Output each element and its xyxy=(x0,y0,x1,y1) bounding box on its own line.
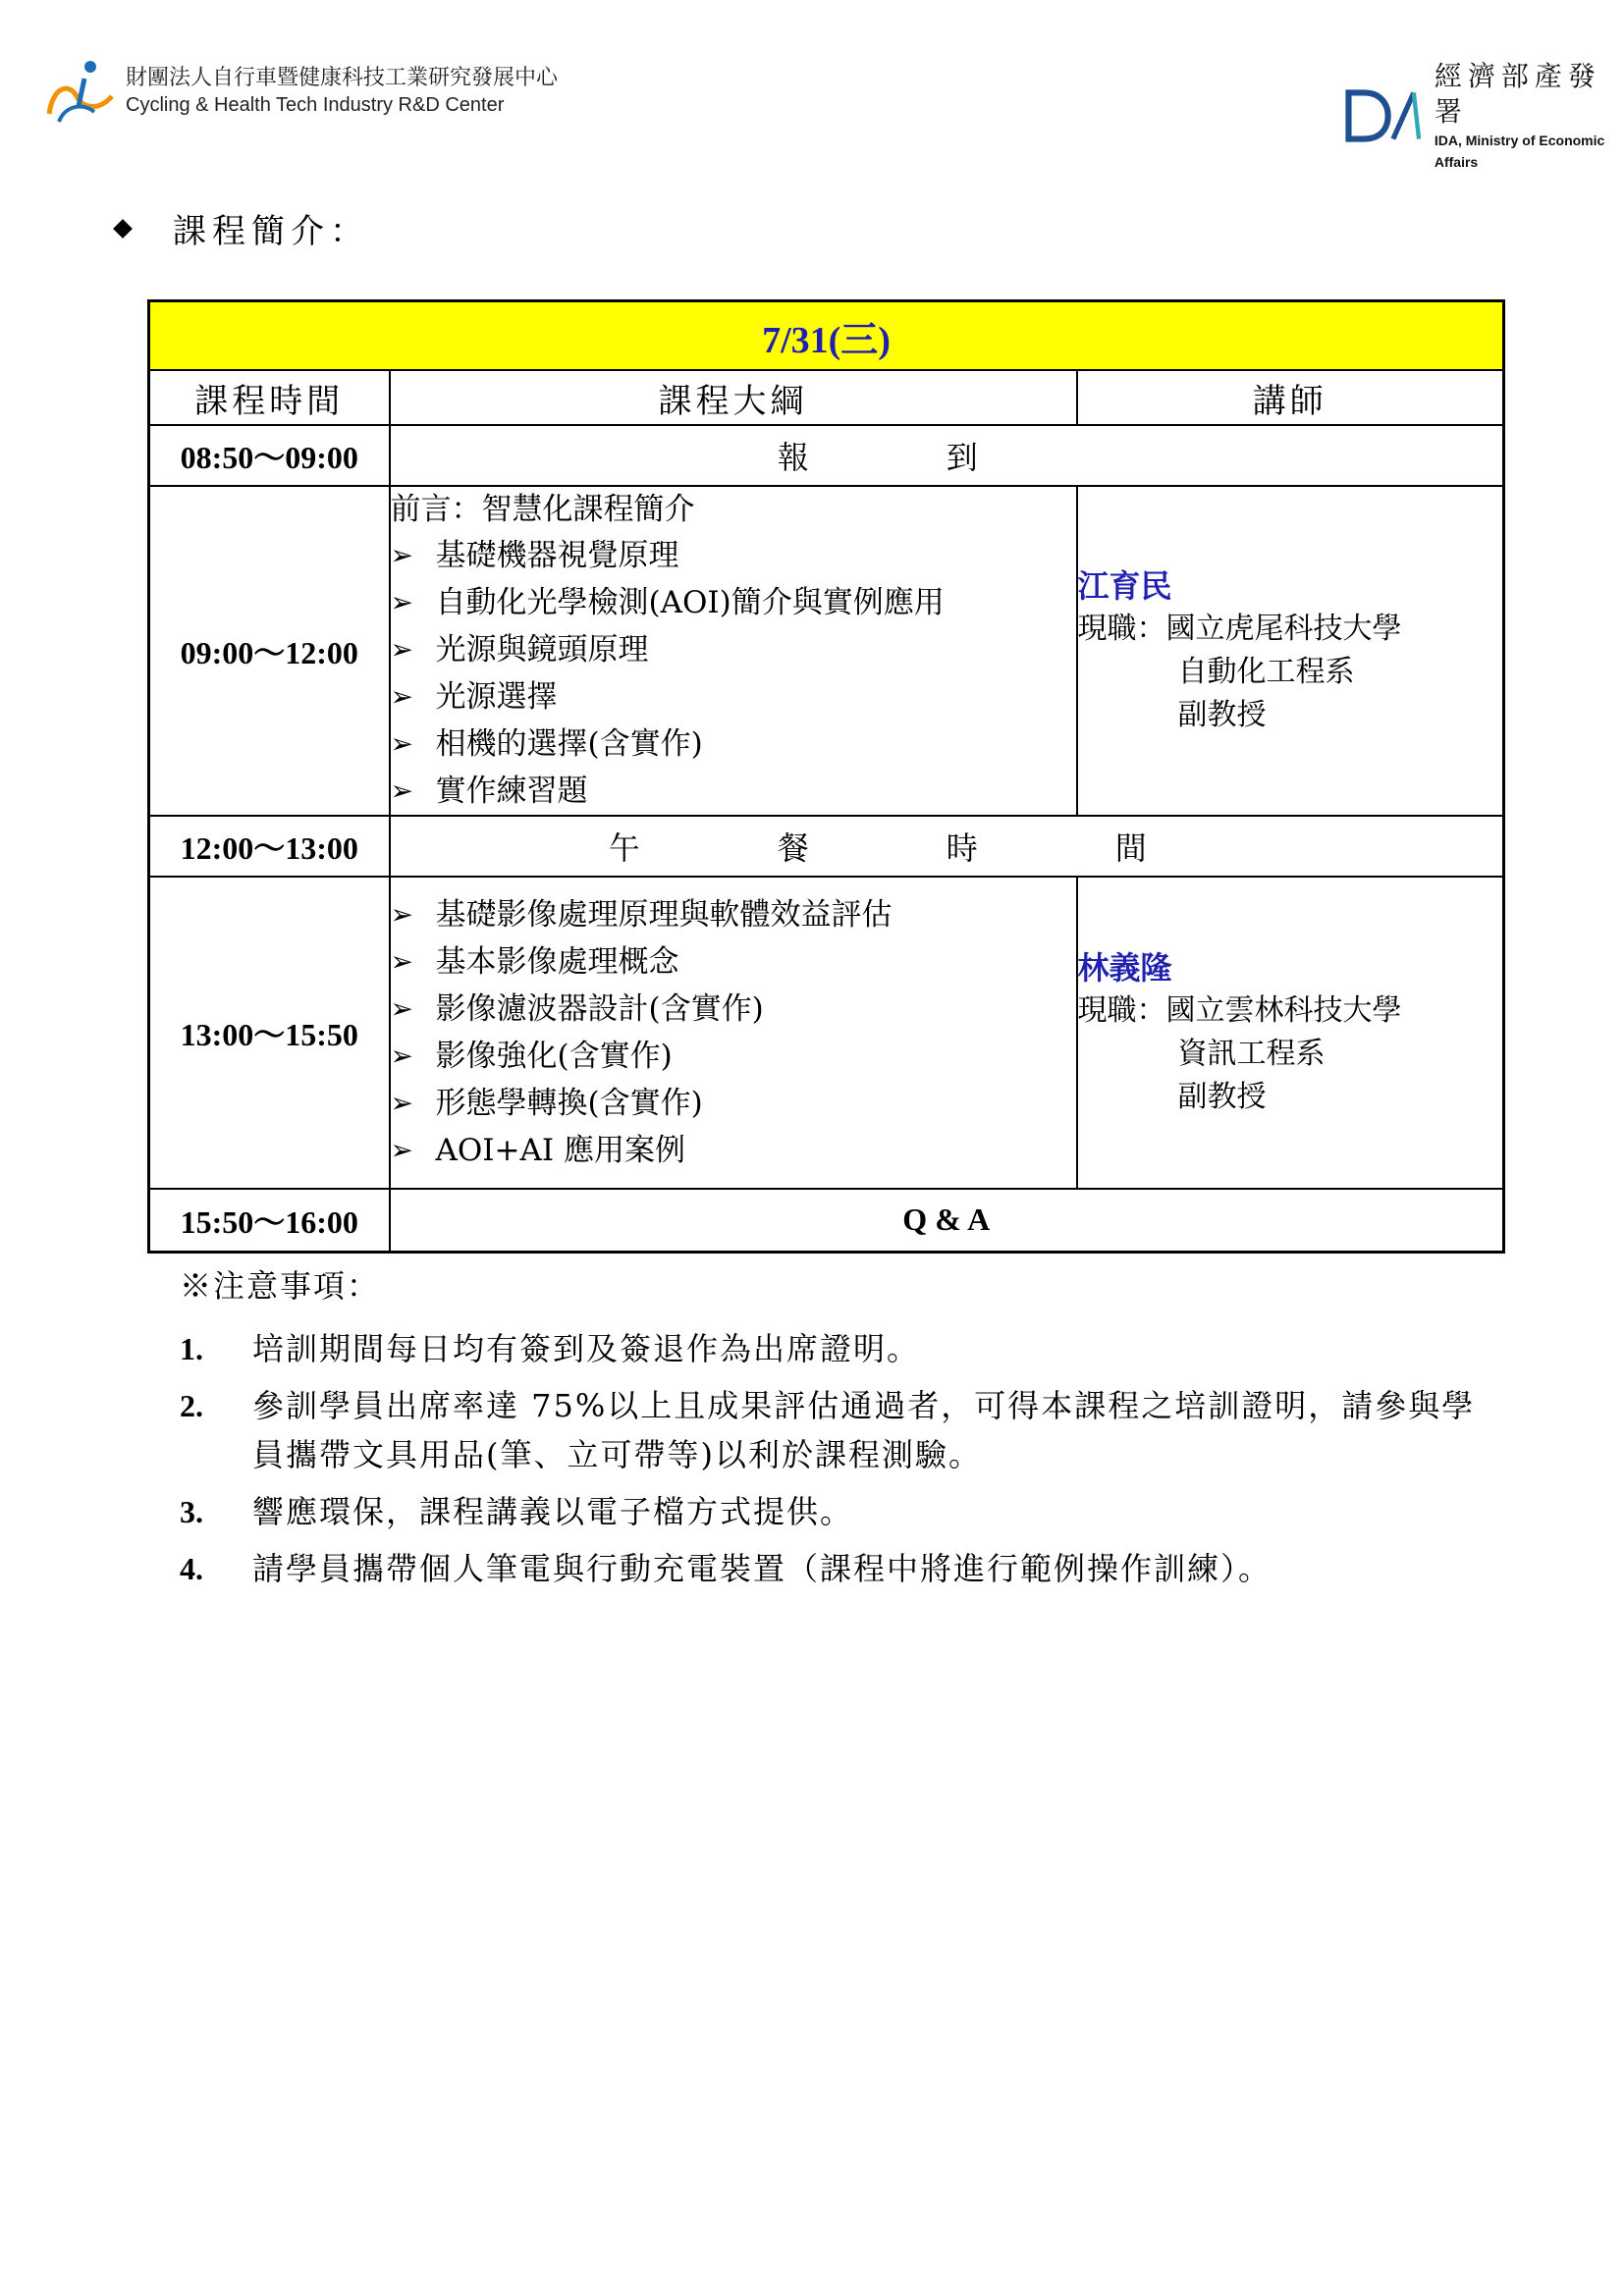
arrow-bullet-icon: ➢ xyxy=(390,586,413,618)
list-item: ➢ 基礎影像處理原理與軟體效益評估 xyxy=(391,891,1076,938)
section-heading xyxy=(116,204,369,252)
list-item: ➢ 自動化光學檢測(AOI)簡介與實例應用 xyxy=(391,579,1076,626)
table-row xyxy=(149,877,1504,1189)
instructor-title: 副教授 xyxy=(1177,698,1267,732)
list-item: ➢ 相機的選擇(含實作) xyxy=(391,721,1076,768)
instructor-cell xyxy=(1077,486,1504,816)
note-item xyxy=(180,1544,1495,1593)
header-time: 課程時間 xyxy=(149,370,390,425)
ida-name-zh: 經濟部產發署 xyxy=(1434,60,1601,128)
row-time: 13:00～15:50 xyxy=(149,877,390,1189)
arrow-bullet-icon: ➢ xyxy=(390,680,413,713)
notes-title: ※注意事項： xyxy=(180,1267,381,1305)
row-time: 12:00～13:00 xyxy=(149,816,390,877)
table-row xyxy=(149,816,1504,877)
arrow-bullet-icon: ➢ xyxy=(390,1087,413,1119)
note-item xyxy=(180,1324,1495,1373)
list-item: ➢ 光源與鏡頭原理 xyxy=(391,626,1076,673)
row-time: 09:00～12:00 xyxy=(149,486,390,816)
note-text: 響應環保，課程講義以電子檔方式提供。 xyxy=(252,1493,854,1530)
list-item: ➢ 基本影像處理概念 xyxy=(391,938,1076,986)
instructor-name: 林義隆 xyxy=(1077,949,1172,987)
list-item: ➢ 實作練習題 xyxy=(391,768,1076,815)
row-text: 報到 xyxy=(390,425,1504,486)
course-intro: 前言：智慧化課程簡介 xyxy=(390,492,695,527)
note-number: 3. xyxy=(180,1494,203,1529)
ida-name-en: IDA, Ministry of Economic Affairs xyxy=(1434,133,1605,170)
arrow-bullet-icon: ➢ xyxy=(390,1134,413,1166)
course-outline xyxy=(390,486,1077,816)
row-time: 08:50～09:00 xyxy=(149,425,390,486)
diamond-bullet-icon xyxy=(113,219,133,239)
arrow-bullet-icon: ➢ xyxy=(390,898,413,931)
table-row xyxy=(149,486,1504,816)
header-right xyxy=(1345,59,1624,173)
date-row xyxy=(149,301,1504,371)
note-text: 參訓學員出席率達 75%以上且成果評估通過者，可得本課程之培訓證明，請參與學員攜帶文具用品(筆、立可帶等)以利於課程測驗。 xyxy=(252,1387,1476,1473)
list-item: ➢ 光源選擇 xyxy=(391,673,1076,721)
header-outline: 課程大綱 xyxy=(390,370,1077,425)
note-number: 4. xyxy=(180,1551,203,1586)
arrow-bullet-icon: ➢ xyxy=(390,1040,413,1072)
row-text: Q & A xyxy=(390,1189,1504,1252)
instructor-position: 現職：國立雲林科技大學 xyxy=(1077,993,1402,1028)
course-date: 7/31(三) xyxy=(149,301,1504,371)
list-item: ➢ 基礎機器視覺原理 xyxy=(391,532,1076,579)
table-header-row xyxy=(149,370,1504,425)
table-row xyxy=(149,425,1504,486)
arrow-bullet-icon: ➢ xyxy=(390,539,413,571)
schedule-table xyxy=(147,299,1505,1254)
ida-logo-icon xyxy=(1345,81,1421,150)
row-text: 午餐時間 xyxy=(390,816,1504,877)
instructor-department: 自動化工程系 xyxy=(1177,655,1355,689)
note-text: 請學員攜帶個人筆電與行動充電裝置（課程中將進行範例操作訓練）。 xyxy=(252,1550,1272,1587)
header-instructor: 講師 xyxy=(1077,370,1504,425)
instructor-title: 副教授 xyxy=(1177,1080,1267,1114)
list-item: ➢ 影像濾波器設計(含實作) xyxy=(391,986,1076,1033)
instructor-position: 現職：國立虎尾科技大學 xyxy=(1077,612,1402,646)
note-text: 培訓期間每日均有簽到及簽退作為出席證明。 xyxy=(252,1330,921,1367)
org-name-zh: 財團法人自行車暨健康科技工業研究發展中心 xyxy=(126,66,559,90)
list-item: ➢ AOI+AI 應用案例 xyxy=(391,1127,1076,1174)
instructor-department: 資訊工程系 xyxy=(1177,1037,1326,1071)
arrow-bullet-icon: ➢ xyxy=(390,945,413,978)
list-item: ➢ 形態學轉換(含實作) xyxy=(391,1080,1076,1127)
note-item xyxy=(180,1381,1495,1479)
note-number: 2. xyxy=(180,1388,203,1423)
row-time: 15:50～16:00 xyxy=(149,1189,390,1252)
arrow-bullet-icon: ➢ xyxy=(390,727,413,760)
header-left xyxy=(39,57,558,126)
org-name-en: Cycling & Health Tech Industry R&D Center xyxy=(126,94,505,116)
course-outline xyxy=(390,877,1077,1189)
note-number: 1. xyxy=(180,1331,203,1366)
table-row xyxy=(149,1189,1504,1252)
instructor-cell xyxy=(1077,877,1504,1189)
list-item: ➢ 影像強化(含實作) xyxy=(391,1033,1076,1080)
note-item xyxy=(180,1487,1495,1536)
arrow-bullet-icon: ➢ xyxy=(390,774,413,807)
section-title: 課程簡介： xyxy=(173,212,369,251)
chtrd-logo-icon xyxy=(39,57,120,126)
notes-section xyxy=(180,1261,1495,1601)
arrow-bullet-icon: ➢ xyxy=(390,992,413,1025)
instructor-name: 江育民 xyxy=(1077,567,1172,605)
arrow-bullet-icon: ➢ xyxy=(390,633,413,666)
